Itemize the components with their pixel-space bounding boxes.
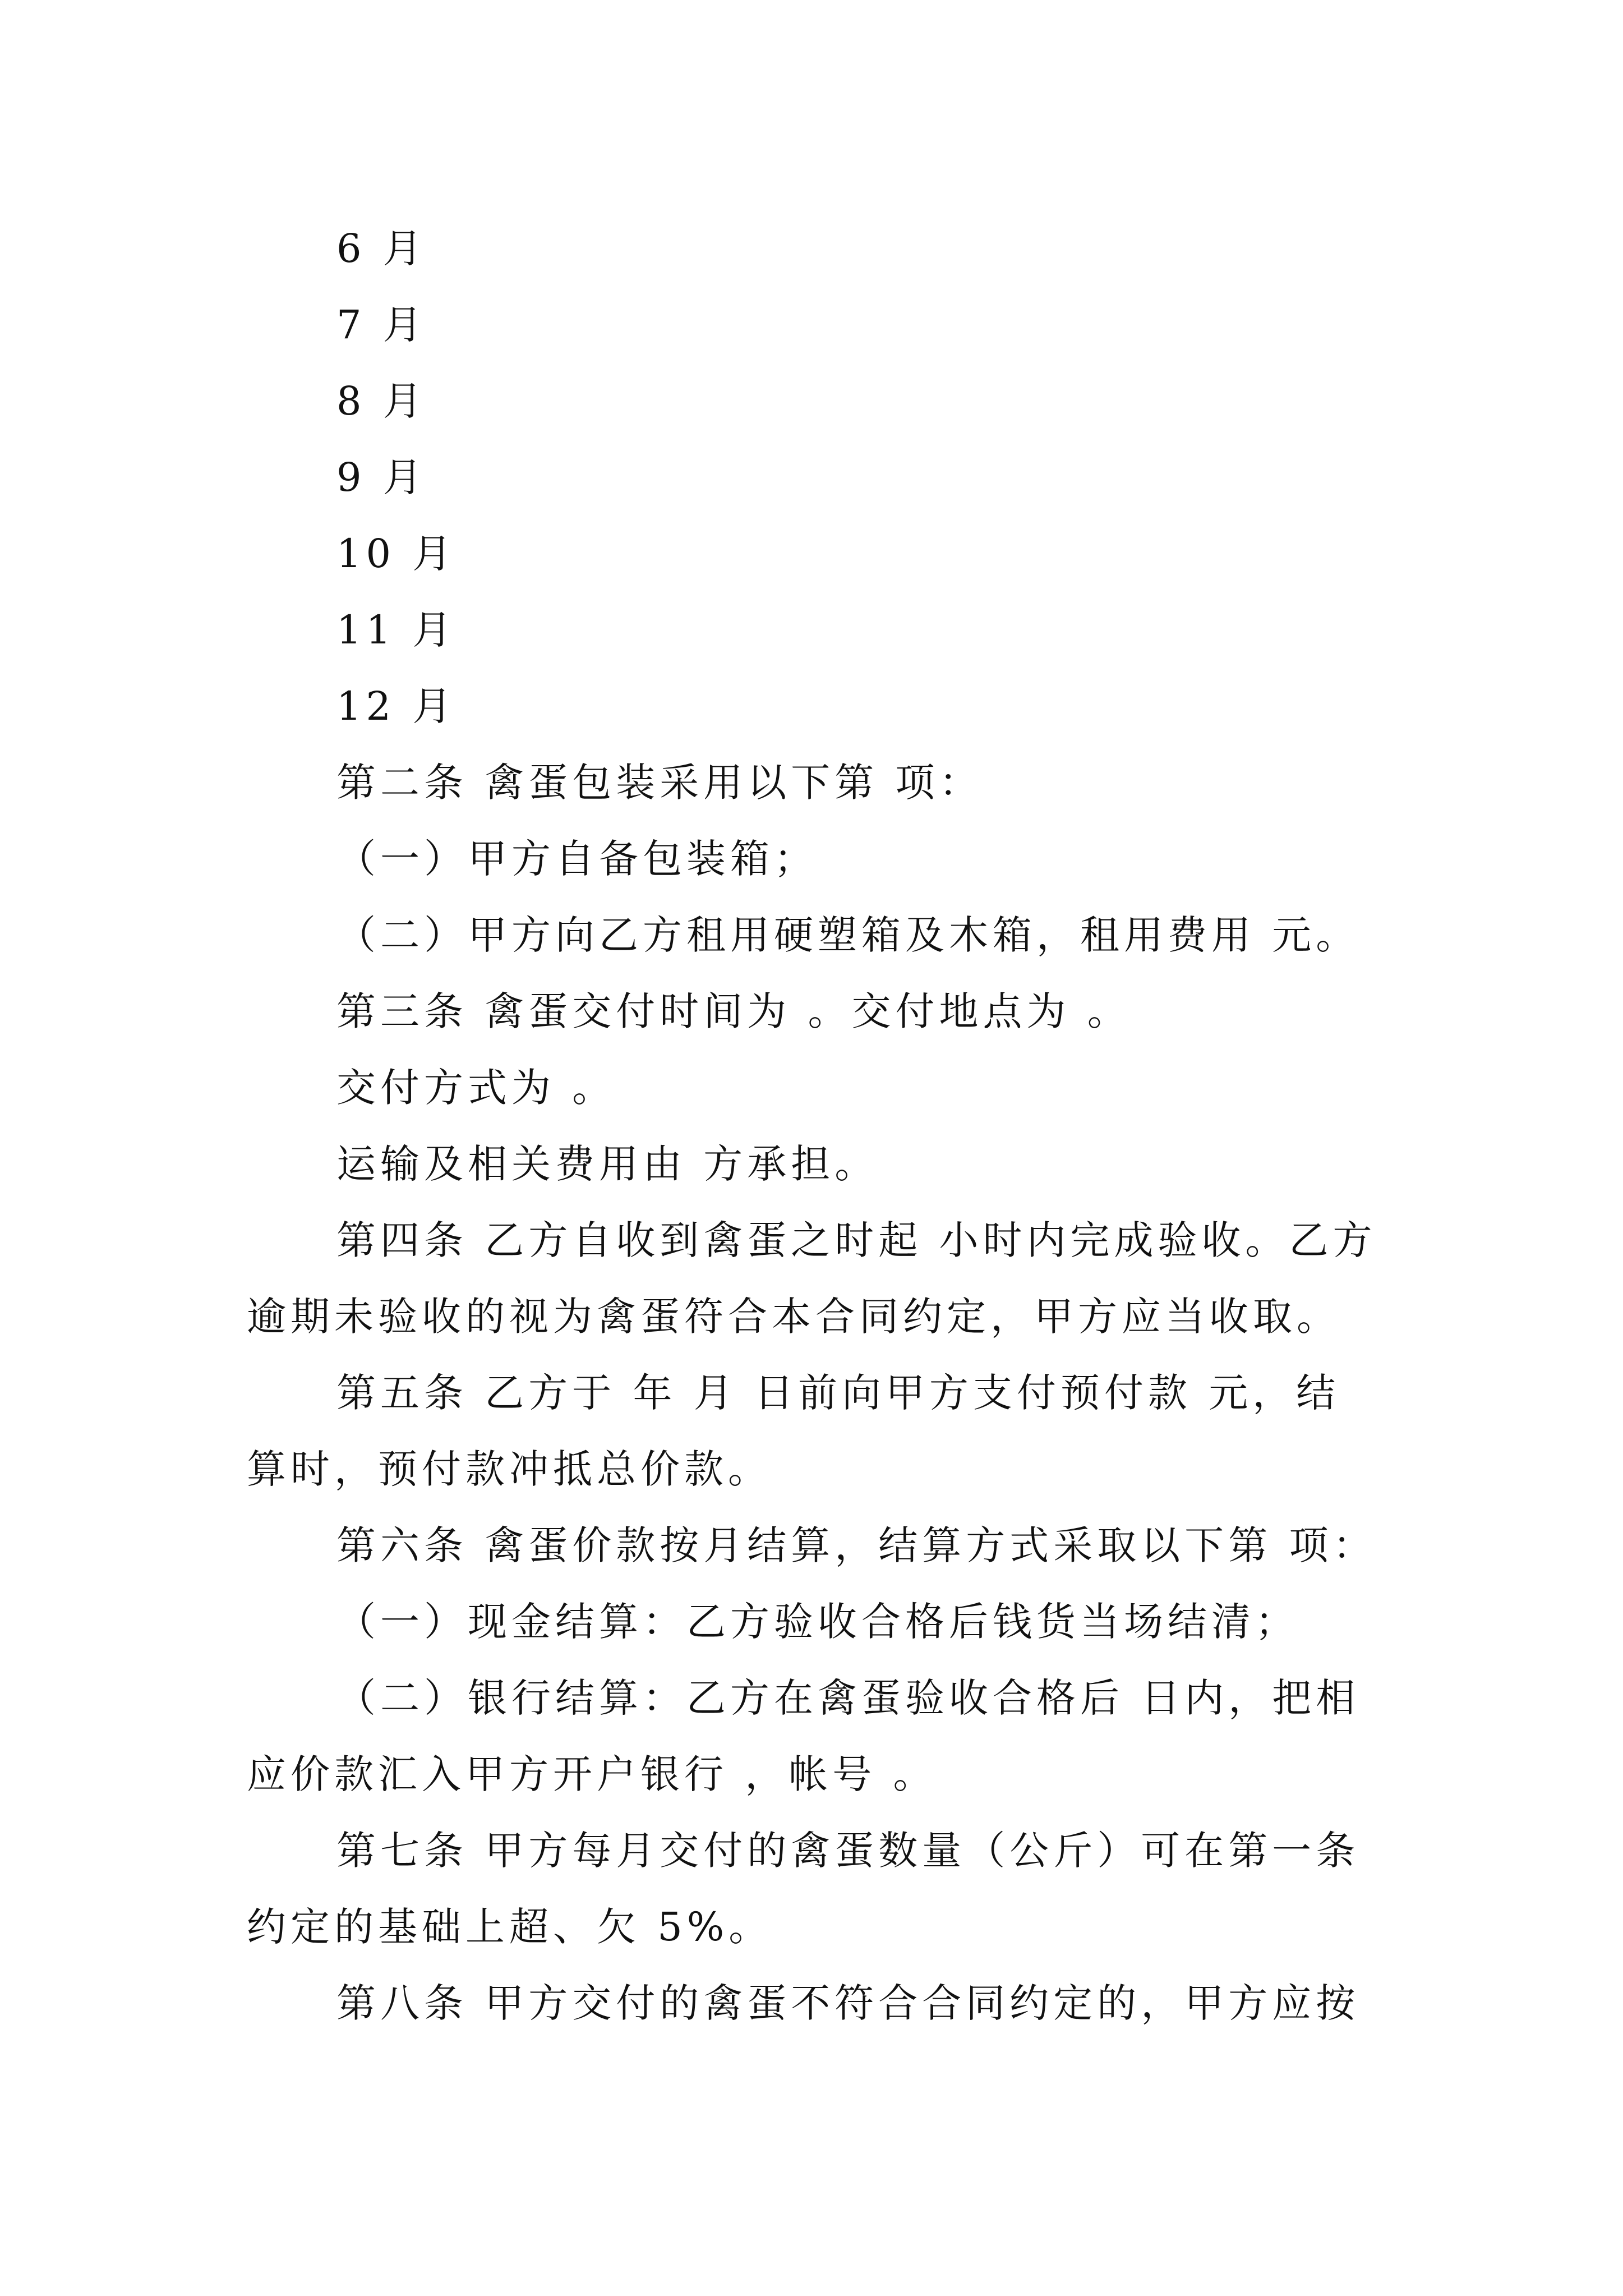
document-body bbox=[247, 210, 1391, 2041]
document-line: 9 月 bbox=[336, 454, 427, 500]
document-line: 第四条 乙方自收到禽蛋之时起 小时内完成验收。乙方 bbox=[336, 1217, 1377, 1263]
document-line: 10 月 bbox=[336, 531, 457, 577]
document-line: 第五条 乙方于 年 月 日前向甲方支付预付款 元，结 bbox=[336, 1370, 1340, 1416]
document-line: （二）甲方向乙方租用硬塑箱及木箱，租用费用 元。 bbox=[336, 912, 1360, 958]
document-line: （二）银行结算：乙方在禽蛋验收合格后 日内，把相 bbox=[336, 1675, 1360, 1721]
document-line: 7 月 bbox=[336, 302, 427, 348]
document-line: 第三条 禽蛋交付时间为 。交付地点为 。 bbox=[336, 988, 1131, 1034]
document-line: 逾期未验收的视为禽蛋符合本合同约定，甲方应当收取。 bbox=[247, 1294, 1340, 1340]
document-line: 第二条 禽蛋包装采用以下第 项： bbox=[336, 760, 983, 806]
document-line: 12 月 bbox=[336, 683, 457, 729]
document-line: 运输及相关费用由 方承担。 bbox=[336, 1141, 879, 1187]
document-line: 第七条 甲方每月交付的禽蛋数量（公斤）可在第一条 bbox=[336, 1828, 1360, 1874]
document-line: 第八条 甲方交付的禽蛋不符合合同约定的，甲方应按 bbox=[336, 1980, 1360, 2026]
document-line: （一）现金结算：乙方验收合格后钱货当场结清； bbox=[336, 1599, 1299, 1645]
document-line: 交付方式为 。 bbox=[336, 1065, 616, 1111]
document-line: 11 月 bbox=[336, 607, 457, 653]
document-line: 应价款汇入甲方开户银行 ，帐号 。 bbox=[247, 1751, 937, 1797]
document-line: 6 月 bbox=[336, 226, 427, 272]
document-line: 8 月 bbox=[336, 378, 427, 424]
document-line: 第六条 禽蛋价款按月结算，结算方式采取以下第 项： bbox=[336, 1522, 1377, 1568]
document-line: 约定的基础上超、欠 5%。 bbox=[247, 1904, 773, 1950]
document-line: （一）甲方自备包装箱； bbox=[336, 836, 818, 882]
document-line: 算时，预付款冲抵总价款。 bbox=[247, 1446, 772, 1492]
